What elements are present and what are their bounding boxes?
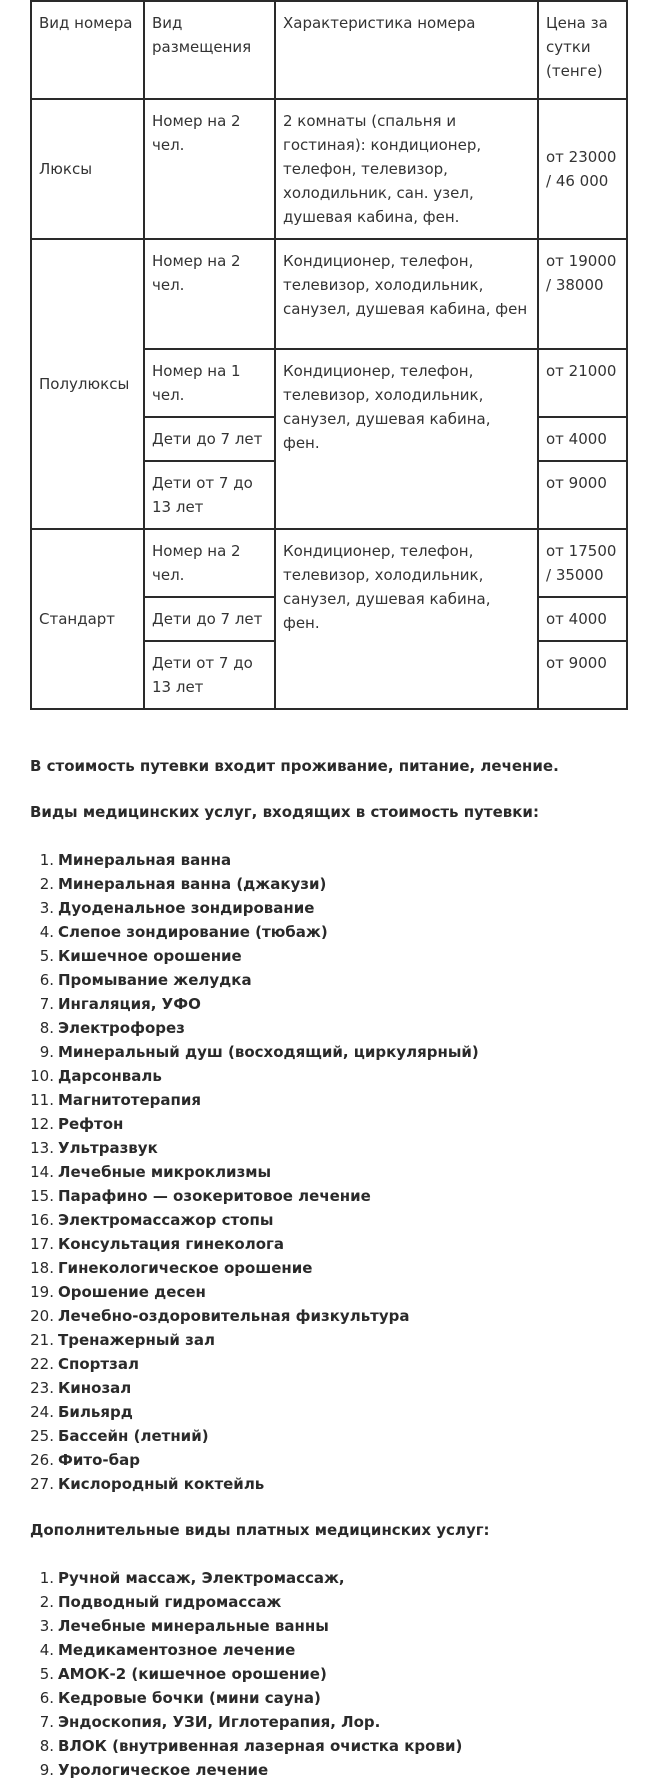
list-item-number: 7.	[39, 1713, 54, 1731]
header-room-type: Вид номера	[31, 1, 144, 99]
price-cell: от 17500 / 35000	[538, 529, 627, 597]
list-item-text: Подводный гидромассаж	[58, 1593, 282, 1611]
header-features: Характеристика номера	[275, 1, 538, 99]
list-item-text: АМОК-2 (кишечное орошение)	[58, 1665, 327, 1683]
features-cell: Кондиционер, телефон, телевизор, холодильник, санузел, душевая кабина, фен	[275, 239, 538, 349]
list-item-text: Слепое зондирование (тюбаж)	[58, 923, 328, 941]
list-item	[30, 1136, 626, 1160]
paid-services-heading: Дополнительные виды платных медицинских услуг:	[30, 1521, 490, 1539]
list-item	[30, 1160, 626, 1184]
features-cell: 2 комнаты (спальня и гостиная): кондиционер, телефон, телевизор, холодильник, сан. узел, душевая кабина, фен.	[275, 99, 538, 239]
list-item	[30, 1280, 626, 1304]
list-item	[30, 1184, 626, 1208]
list-item-text: Кислородный коктейль	[58, 1475, 265, 1493]
list-item-text: Консультация гинеколога	[58, 1235, 284, 1253]
list-item-number: 15.	[30, 1187, 54, 1205]
list-item-text: Промывание желудка	[58, 971, 252, 989]
list-item	[39, 848, 626, 872]
placement-cell: Номер на 2 чел.	[144, 239, 275, 349]
list-item-number: 13.	[30, 1139, 54, 1157]
list-item-text: Лечебные минеральные ванны	[58, 1617, 329, 1635]
list-item	[30, 1232, 626, 1256]
list-item-number: 21.	[30, 1331, 54, 1349]
list-item	[30, 1424, 626, 1448]
list-item-text: Кинозал	[58, 1379, 132, 1397]
list-item	[39, 968, 626, 992]
list-item	[30, 1448, 626, 1472]
list-item-number: 8.	[39, 1737, 54, 1755]
header-price: Цена за сутки (тенге)	[538, 1, 627, 99]
list-item-number: 22.	[30, 1355, 54, 1373]
services-heading: Виды медицинских услуг, входящих в стоимость путевки:	[30, 803, 539, 821]
placement-cell: Дети от 7 до 13 лет	[144, 641, 275, 709]
list-item-text: Бильярд	[58, 1403, 133, 1421]
list-item-number: 6.	[39, 971, 54, 989]
room-type-cell: Полулюксы	[31, 239, 144, 529]
list-item-text: Минеральная ванна (джакузи)	[58, 875, 327, 893]
price-cell: от 9000	[538, 461, 627, 529]
list-item	[30, 1208, 626, 1232]
list-item-number: 4.	[39, 923, 54, 941]
list-item-text: Спортзал	[58, 1355, 139, 1373]
list-item-number: 1.	[39, 1569, 54, 1587]
placement-cell: Дети до 7 лет	[144, 597, 275, 641]
list-item	[39, 1614, 626, 1638]
list-item-number: 12.	[30, 1115, 54, 1133]
list-item-number: 17.	[30, 1235, 54, 1253]
list-item-text: Бассейн (летний)	[58, 1427, 209, 1445]
room-price-table	[30, 0, 628, 710]
list-item-number: 26.	[30, 1451, 54, 1469]
list-item	[39, 1566, 626, 1590]
list-item	[39, 920, 626, 944]
room-type-cell: Стандарт	[31, 529, 144, 709]
list-item-text: Лечебно-оздоровительная физкультура	[58, 1307, 410, 1325]
header-placement: Вид размещения	[144, 1, 275, 99]
list-item	[30, 1304, 626, 1328]
list-item-number: 20.	[30, 1307, 54, 1325]
list-item-text: Электромассажор стопы	[58, 1211, 274, 1229]
list-item-number: 25.	[30, 1427, 54, 1445]
list-item-number: 3.	[39, 1617, 54, 1635]
list-item-text: Электрофорез	[58, 1019, 185, 1037]
features-cell: Кондиционер, телефон, телевизор, холодильник, санузел, душевая кабина, фен.	[275, 529, 538, 709]
list-item-text: Кедровые бочки (мини сауна)	[58, 1689, 321, 1707]
list-item-text: Ультразвук	[58, 1139, 158, 1157]
list-item-number: 6.	[39, 1689, 54, 1707]
price-cell: от 21000	[538, 349, 627, 417]
price-cell: от 4000	[538, 417, 627, 461]
list-item-number: 27.	[30, 1475, 54, 1493]
list-item-number: 11.	[30, 1091, 54, 1109]
paid-services-list	[30, 1566, 626, 1782]
list-item-text: Магнитотерапия	[58, 1091, 201, 1109]
list-item-text: Лечебные микроклизмы	[58, 1163, 272, 1181]
list-item-number: 3.	[39, 899, 54, 917]
list-item	[39, 1734, 626, 1758]
list-item	[30, 1472, 626, 1496]
list-item	[39, 944, 626, 968]
list-item-number: 24.	[30, 1403, 54, 1421]
list-item-number: 19.	[30, 1283, 54, 1301]
list-item-number: 8.	[39, 1019, 54, 1037]
list-item-number: 1.	[39, 851, 54, 869]
list-item-number: 9.	[39, 1043, 54, 1061]
list-item-text: Минеральный душ (восходящий, циркулярный)	[58, 1043, 479, 1061]
list-item	[39, 1710, 626, 1734]
list-item-number: 5.	[39, 947, 54, 965]
list-item-text: Гинекологическое орошение	[58, 1259, 313, 1277]
placement-cell: Номер на 1 чел.	[144, 349, 275, 417]
placement-cell: Номер на 2 чел.	[144, 99, 275, 239]
list-item	[30, 1352, 626, 1376]
list-item	[30, 1088, 626, 1112]
list-item	[39, 1662, 626, 1686]
list-item-text: Тренажерный зал	[58, 1331, 215, 1349]
price-cell: от 19000 / 38000	[538, 239, 627, 349]
price-cell: от 23000 / 46 000	[538, 99, 627, 239]
list-item	[30, 1112, 626, 1136]
list-item-number: 18.	[30, 1259, 54, 1277]
list-item-number: 2.	[39, 1593, 54, 1611]
list-item	[39, 872, 626, 896]
table-row	[31, 99, 627, 239]
list-item-text: Орошение десен	[58, 1283, 206, 1301]
list-item-number: 5.	[39, 1665, 54, 1683]
list-item-text: Эндоскопия, УЗИ, Иглотерапия, Лор.	[58, 1713, 381, 1731]
list-item-number: 2.	[39, 875, 54, 893]
list-item-number: 10.	[30, 1067, 54, 1085]
services-list	[30, 848, 626, 1496]
list-item-text: Медикаментозное лечение	[58, 1641, 296, 1659]
list-item-text: ВЛОК (внутривенная лазерная очистка крови)	[58, 1737, 463, 1755]
list-item	[39, 1590, 626, 1614]
list-item-text: Кишечное орошение	[58, 947, 242, 965]
room-type-cell: Люксы	[31, 99, 144, 239]
list-item-number: 9.	[39, 1761, 54, 1779]
table-row	[31, 529, 627, 597]
list-item	[39, 1686, 626, 1710]
list-item	[30, 1256, 626, 1280]
list-item	[39, 1638, 626, 1662]
features-cell: Кондиционер, телефон, телевизор, холодильник, санузел, душевая кабина, фен.	[275, 349, 538, 529]
placement-cell: Дети от 7 до 13 лет	[144, 461, 275, 529]
list-item	[39, 992, 626, 1016]
list-item	[30, 1376, 626, 1400]
list-item-text: Ручной массаж, Электромассаж,	[58, 1569, 345, 1587]
table-row	[31, 239, 627, 349]
list-item	[39, 896, 626, 920]
included-text: В стоимость путевки входит проживание, питание, лечение.	[30, 757, 559, 775]
list-item-number: 23.	[30, 1379, 54, 1397]
placement-cell: Дети до 7 лет	[144, 417, 275, 461]
list-item-number: 16.	[30, 1211, 54, 1229]
list-item-text: Фито-бар	[58, 1451, 140, 1469]
list-item-number: 14.	[30, 1163, 54, 1181]
list-item	[39, 1016, 626, 1040]
list-item-text: Рефтон	[58, 1115, 124, 1133]
list-item-text: Урологическое лечение	[58, 1761, 269, 1779]
list-item-text: Парафино — озокеритовое лечение	[58, 1187, 371, 1205]
list-item	[39, 1040, 626, 1064]
list-item-text: Дуоденальное зондирование	[58, 899, 315, 917]
list-item	[30, 1400, 626, 1424]
list-item	[30, 1064, 626, 1088]
table-header-row	[31, 1, 627, 99]
price-cell: от 4000	[538, 597, 627, 641]
list-item-text: Минеральная ванна	[58, 851, 232, 869]
list-item	[30, 1328, 626, 1352]
placement-cell: Номер на 2 чел.	[144, 529, 275, 597]
list-item-number: 4.	[39, 1641, 54, 1659]
list-item	[39, 1758, 626, 1782]
list-item-text: Дарсонваль	[58, 1067, 162, 1085]
price-cell: от 9000	[538, 641, 627, 709]
list-item-text: Ингаляция, УФО	[58, 995, 201, 1013]
list-item-number: 7.	[39, 995, 54, 1013]
